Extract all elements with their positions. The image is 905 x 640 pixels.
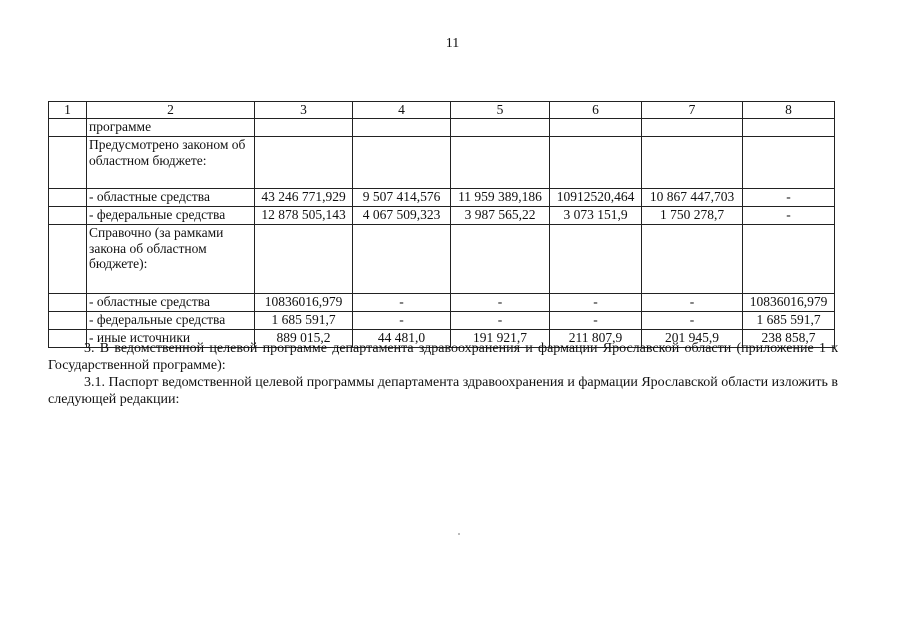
value-cell: 43 246 771,929: [255, 189, 353, 207]
value-cell: [642, 225, 743, 294]
value-cell: 211 807,9: [550, 330, 642, 348]
value-cell: [743, 225, 835, 294]
value-cell: 1 685 591,7: [743, 312, 835, 330]
row-index-cell: [49, 189, 87, 207]
value-cell: -: [642, 294, 743, 312]
value-cell: -: [550, 294, 642, 312]
value-cell: [451, 119, 550, 137]
budget-table: [48, 101, 835, 348]
header-cell-8: 8: [743, 102, 835, 119]
header-cell-4: 4: [353, 102, 451, 119]
table-row: [49, 294, 835, 312]
row-index-cell: [49, 137, 87, 189]
row-index-cell: [49, 207, 87, 225]
value-cell: 9 507 414,576: [353, 189, 451, 207]
header-cell-6: 6: [550, 102, 642, 119]
row-label-cell: программе: [87, 119, 255, 137]
value-cell: -: [451, 312, 550, 330]
value-cell: [743, 119, 835, 137]
table-header-row: [49, 102, 835, 119]
paragraph-3: [48, 340, 838, 374]
value-cell: 191 921,7: [451, 330, 550, 348]
paragraph-3-1-text: 3.1. Паспорт ведомственной целевой программы департамента здравоохранения и фармации Ярославской области изложить в следующей редакции:: [48, 375, 839, 407]
row-label-cell: - федеральные средства: [87, 312, 255, 330]
value-cell: 10912520,464: [550, 189, 642, 207]
value-cell: 201 945,9: [642, 330, 743, 348]
scan-speck: [458, 533, 460, 535]
value-cell: [451, 137, 550, 189]
value-cell: 238 858,7: [743, 330, 835, 348]
value-cell: [353, 119, 451, 137]
value-cell: [255, 137, 353, 189]
value-cell: [550, 137, 642, 189]
value-cell: [642, 137, 743, 189]
value-cell: [353, 225, 451, 294]
value-cell: 10836016,979: [255, 294, 353, 312]
value-cell: 12 878 505,143: [255, 207, 353, 225]
row-label-cell: - областные средства: [87, 294, 255, 312]
value-cell: [451, 225, 550, 294]
value-cell: -: [743, 207, 835, 225]
value-cell: 4 067 509,323: [353, 207, 451, 225]
header-cell-3: 3: [255, 102, 353, 119]
row-index-cell: [49, 225, 87, 294]
table-row: [49, 119, 835, 137]
header-cell-1: 1: [49, 102, 87, 119]
value-cell: [255, 119, 353, 137]
table-row: [49, 189, 835, 207]
header-cell-2: 2: [87, 102, 255, 119]
value-cell: 3 073 151,9: [550, 207, 642, 225]
value-cell: [743, 137, 835, 189]
row-index-cell: [49, 294, 87, 312]
table-row: [49, 207, 835, 225]
value-cell: 889 015,2: [255, 330, 353, 348]
value-cell: -: [353, 294, 451, 312]
table-row: [49, 312, 835, 330]
value-cell: [255, 225, 353, 294]
value-cell: [550, 225, 642, 294]
value-cell: 3 987 565,22: [451, 207, 550, 225]
row-label-cell: - областные средства: [87, 189, 255, 207]
paragraph-3-1: [48, 374, 838, 408]
paragraph-3-text: 3. В ведомственной целевой программе департамента здравоохранения и фармации Ярославской области (приложение 1 к Государственной программе):: [48, 341, 838, 373]
value-cell: 10 867 447,703: [642, 189, 743, 207]
row-index-cell: [49, 312, 87, 330]
row-index-cell: [49, 119, 87, 137]
row-label-cell: Справочно (за рамками закона об областном бюджете):: [87, 225, 255, 294]
value-cell: 11 959 389,186: [451, 189, 550, 207]
row-label-cell: - федеральные средства: [87, 207, 255, 225]
value-cell: -: [743, 189, 835, 207]
page-number: 11: [445, 36, 460, 51]
table-row: [49, 137, 835, 189]
value-cell: 10836016,979: [743, 294, 835, 312]
table-row: [49, 225, 835, 294]
value-cell: [550, 119, 642, 137]
row-label-cell: - иные источники: [87, 330, 255, 348]
budget-table-body: [49, 102, 835, 348]
value-cell: -: [451, 294, 550, 312]
header-cell-5: 5: [451, 102, 550, 119]
value-cell: [353, 137, 451, 189]
value-cell: -: [353, 312, 451, 330]
header-cell-7: 7: [642, 102, 743, 119]
value-cell: [642, 119, 743, 137]
value-cell: 44 481,0: [353, 330, 451, 348]
row-label-cell: Предусмотрено законом об областном бюджете:: [87, 137, 255, 189]
value-cell: 1 685 591,7: [255, 312, 353, 330]
value-cell: -: [550, 312, 642, 330]
value-cell: 1 750 278,7: [642, 207, 743, 225]
value-cell: -: [642, 312, 743, 330]
